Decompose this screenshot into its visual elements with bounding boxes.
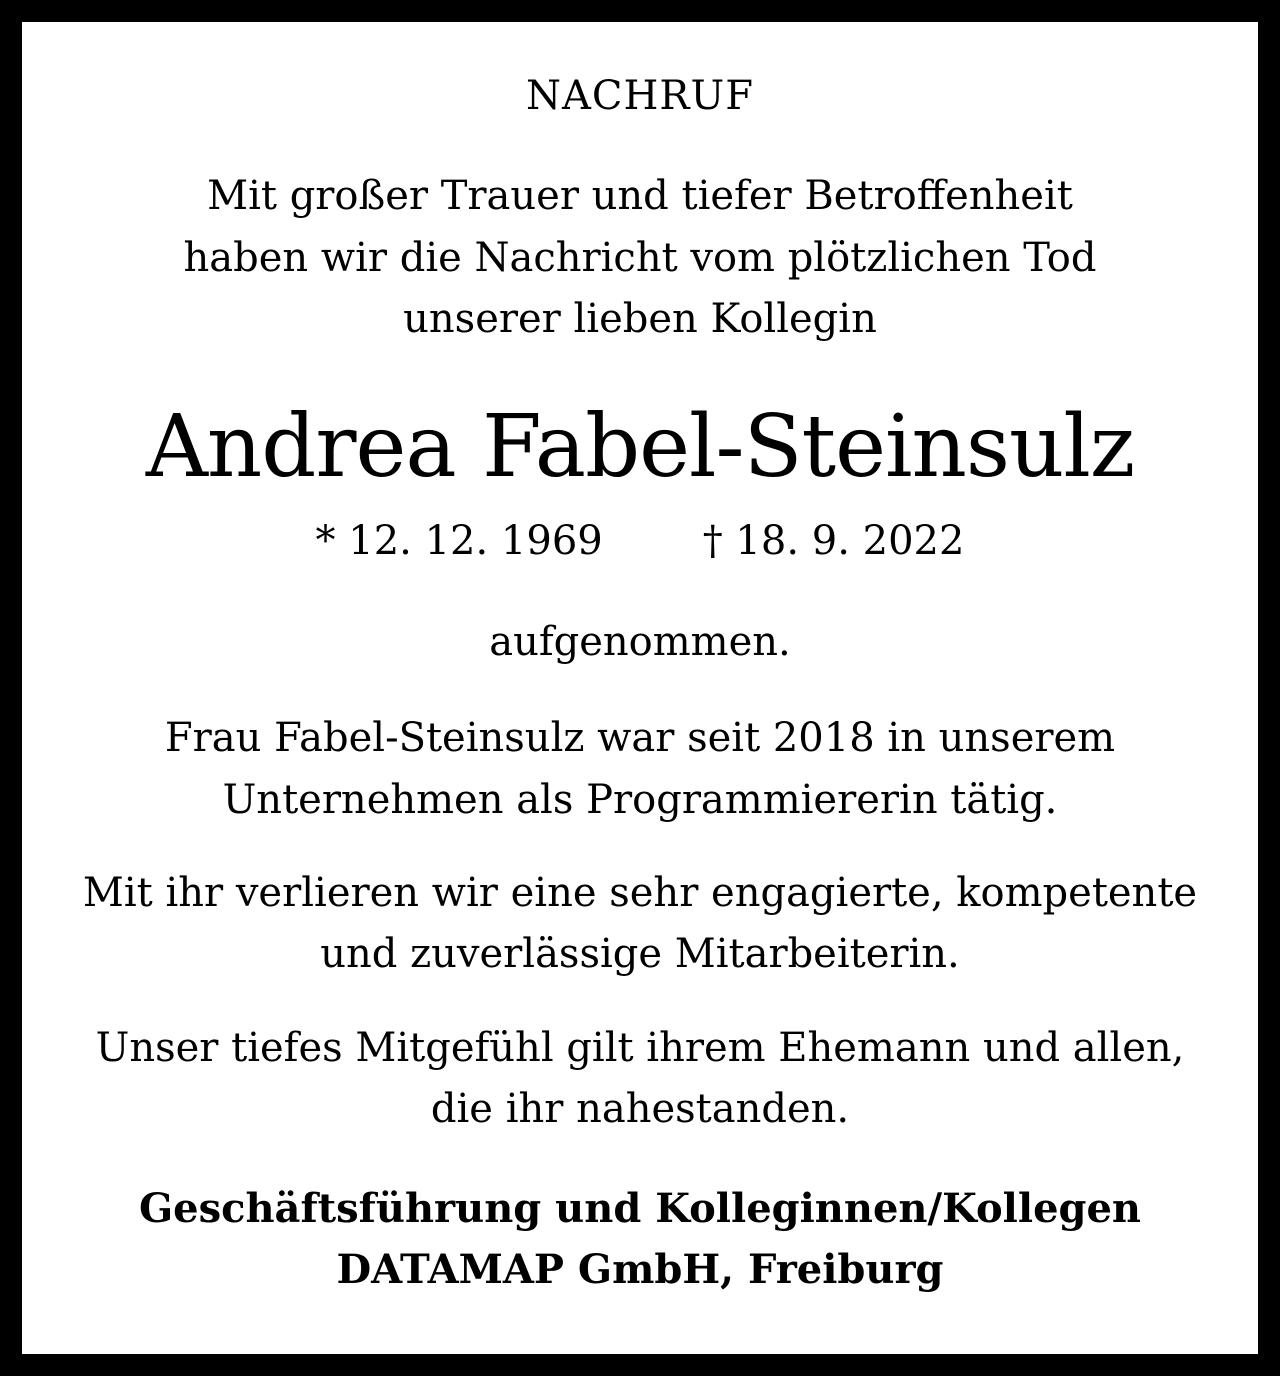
paragraph-1-line-2: Unternehmen als Programmiererin tätig. <box>222 777 1058 823</box>
signature-line-2: DATAMAP GmbH, Freiburg <box>336 1246 944 1293</box>
signature-line-1: Geschäftsführung und Kolleginnen/Kollegen <box>138 1185 1142 1232</box>
intro-line-2: haben wir die Nachricht vom plötzlichen Tod <box>183 235 1097 281</box>
intro-line-1: Mit großer Trauer und tiefer Betroffenheit <box>207 173 1073 219</box>
death-date: † 18. 9. 2022 <box>702 518 965 564</box>
paragraph-2-line-1: Mit ihr verlieren wir eine sehr engagierte, kompetente <box>82 870 1198 916</box>
obituary-heading: NACHRUF <box>526 73 754 119</box>
paragraph-2-line-2: und zuverlässige Mitarbeiterin. <box>320 931 960 977</box>
closing-word: aufgenommen. <box>489 619 791 665</box>
life-dates <box>22 518 1258 564</box>
paragraph-3-line-2: die ihr nahestanden. <box>430 1086 850 1132</box>
birth-date: * 12. 12. 1969 <box>315 518 603 564</box>
paragraph-3-line-1: Unser tiefes Mitgefühl gilt ihrem Ehemann und allen, <box>95 1025 1185 1071</box>
paragraph-1-line-1: Frau Fabel-Steinsulz war seit 2018 in unserem <box>164 715 1116 761</box>
deceased-name: Andrea Fabel-Steinsulz <box>145 397 1135 497</box>
intro-line-3: unserer lieben Kollegin <box>403 296 877 342</box>
